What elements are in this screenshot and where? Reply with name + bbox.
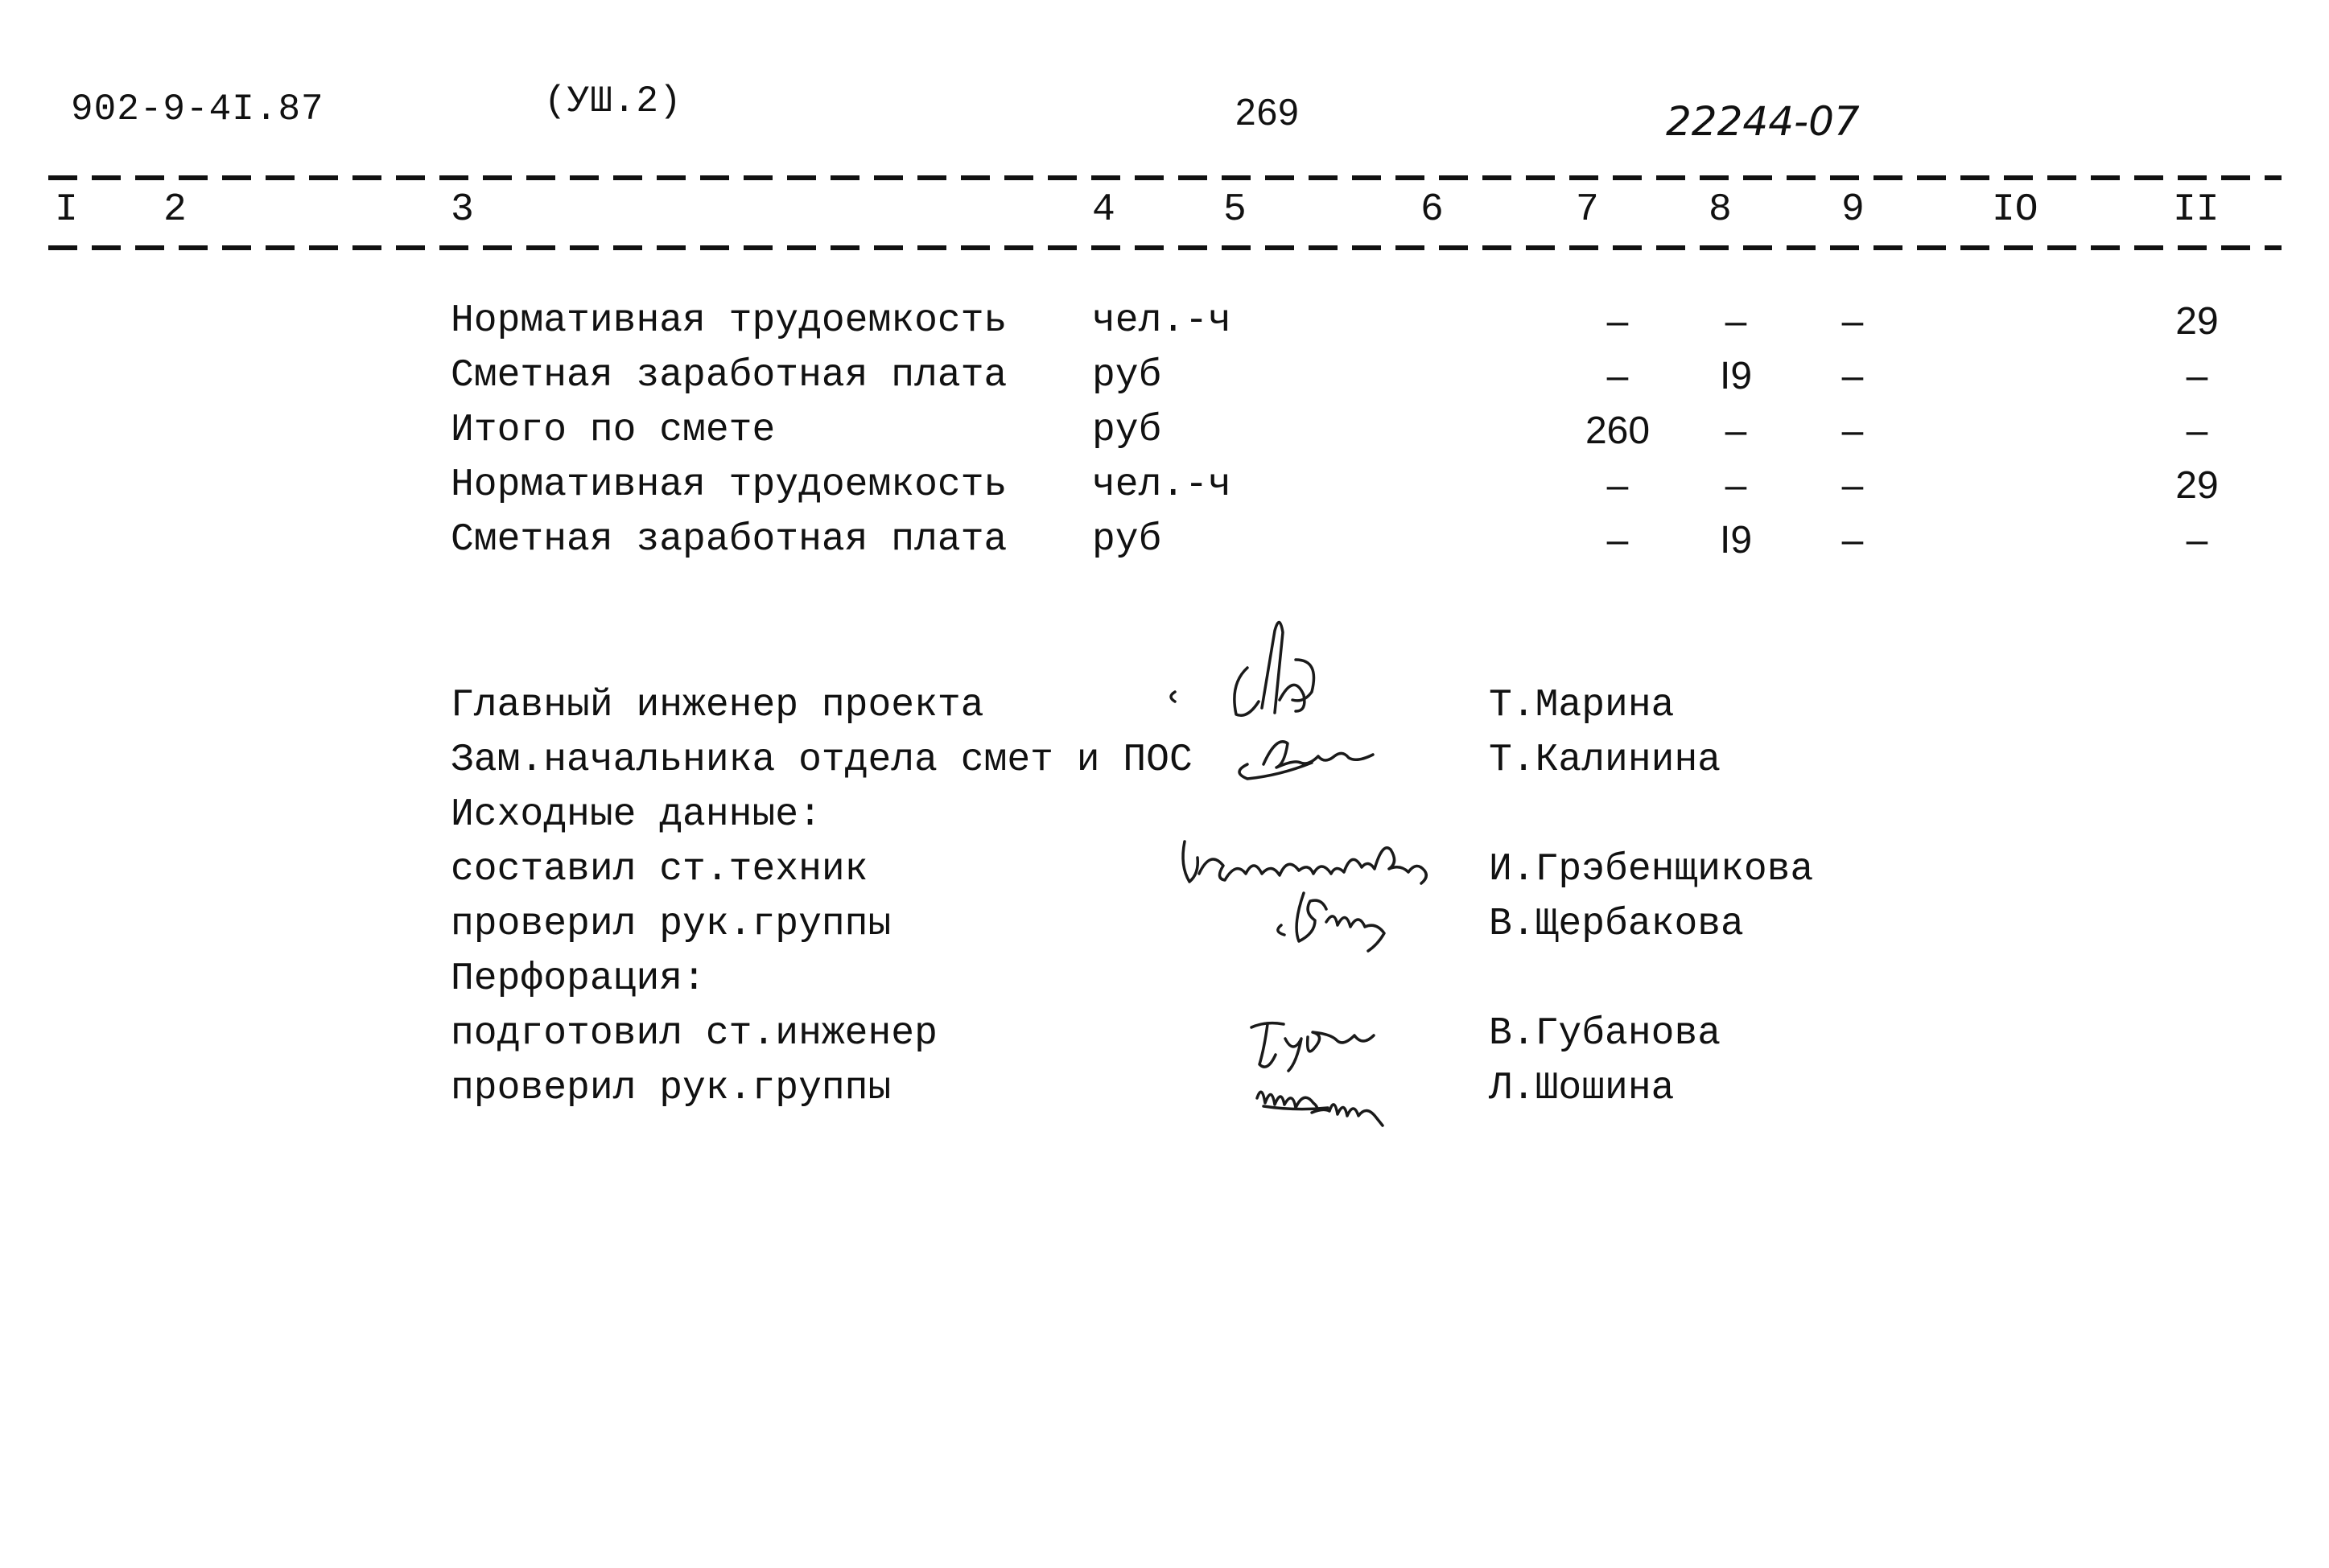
col-header-4: 4 — [1092, 188, 1115, 232]
col-header-6: 6 — [1420, 188, 1444, 232]
col-header-7: 7 — [1576, 188, 1599, 232]
row-col7: 260 — [1585, 409, 1651, 452]
signature-shcherbakova — [1263, 877, 1424, 965]
section-heading: Перфорация: — [451, 957, 706, 1001]
signatory-title: Зам.начальника отдела смет и ПОС — [451, 739, 1193, 782]
row-col8: – — [1725, 300, 1747, 343]
row-col9: – — [1841, 300, 1864, 343]
row-col11: 29 — [2175, 300, 2219, 343]
row-name: Сметная заработная плата — [451, 518, 1008, 562]
row-col9: – — [1841, 519, 1864, 562]
row-col7: – — [1606, 355, 1629, 397]
row-col8: – — [1725, 464, 1747, 507]
table-header-rule — [48, 245, 2282, 250]
signatory-title: проверил рук.группы — [451, 903, 892, 946]
table-top-rule — [48, 175, 2282, 180]
row-col7: – — [1606, 300, 1629, 343]
row-col8: I9 — [1719, 355, 1753, 397]
document-code: 902-9-4I.87 — [71, 88, 324, 130]
album-number: (УШ.2) — [544, 80, 682, 122]
signatory-name: В.Щербакова — [1489, 903, 1744, 946]
row-col7: – — [1606, 464, 1629, 507]
signatory-title: Главный инженер проекта — [451, 684, 984, 727]
signatory-name: В.Губанова — [1489, 1012, 1721, 1056]
signature-shoshina — [1247, 1066, 1424, 1122]
col-header-10: IO — [1992, 188, 2038, 232]
section-heading: Исходные данные: — [451, 793, 822, 837]
signatory-name: И.Грэбенщикова — [1489, 848, 1814, 891]
row-name: Итого по смете — [451, 409, 776, 452]
row-col8: – — [1725, 409, 1747, 452]
row-unit: чел.-ч — [1092, 463, 1231, 507]
signature-kalinina — [1215, 724, 1424, 788]
signatory-title: составил ст.техник — [451, 848, 868, 891]
registration-number: 22244-07 — [1666, 98, 1860, 145]
page-number: 269 — [1235, 91, 1300, 133]
signature-marina — [1159, 611, 1368, 732]
row-col11: – — [2186, 519, 2208, 562]
col-header-2: 2 — [163, 188, 187, 232]
signatory-title: подготовил ст.инженер — [451, 1012, 938, 1056]
row-unit: руб — [1092, 518, 1162, 562]
col-header-3: 3 — [451, 188, 474, 232]
col-header-9: 9 — [1841, 188, 1865, 232]
col-header-1: I — [55, 188, 78, 232]
row-col7: – — [1606, 519, 1629, 562]
row-col11: – — [2186, 409, 2208, 452]
row-col11: 29 — [2175, 464, 2219, 507]
signatory-name: Т.Марина — [1489, 684, 1675, 727]
row-unit: руб — [1092, 354, 1162, 397]
row-col11: – — [2186, 355, 2208, 397]
row-col9: – — [1841, 355, 1864, 397]
signatory-name: Т.Калинина — [1489, 739, 1721, 782]
signatory-title: проверил рук.группы — [451, 1067, 892, 1110]
col-header-8: 8 — [1709, 188, 1732, 232]
row-col9: – — [1841, 464, 1864, 507]
col-header-5: 5 — [1223, 188, 1247, 232]
signatory-name: Л.Шошина — [1489, 1067, 1675, 1110]
row-name: Нормативная трудоемкость — [451, 463, 1008, 507]
row-name: Нормативная трудоемкость — [451, 299, 1008, 343]
col-header-11: II — [2173, 188, 2220, 232]
row-unit: руб — [1092, 409, 1162, 452]
row-unit: чел.-ч — [1092, 299, 1231, 343]
row-name: Сметная заработная плата — [451, 354, 1008, 397]
row-col9: – — [1841, 409, 1864, 452]
row-col8: I9 — [1719, 519, 1753, 562]
